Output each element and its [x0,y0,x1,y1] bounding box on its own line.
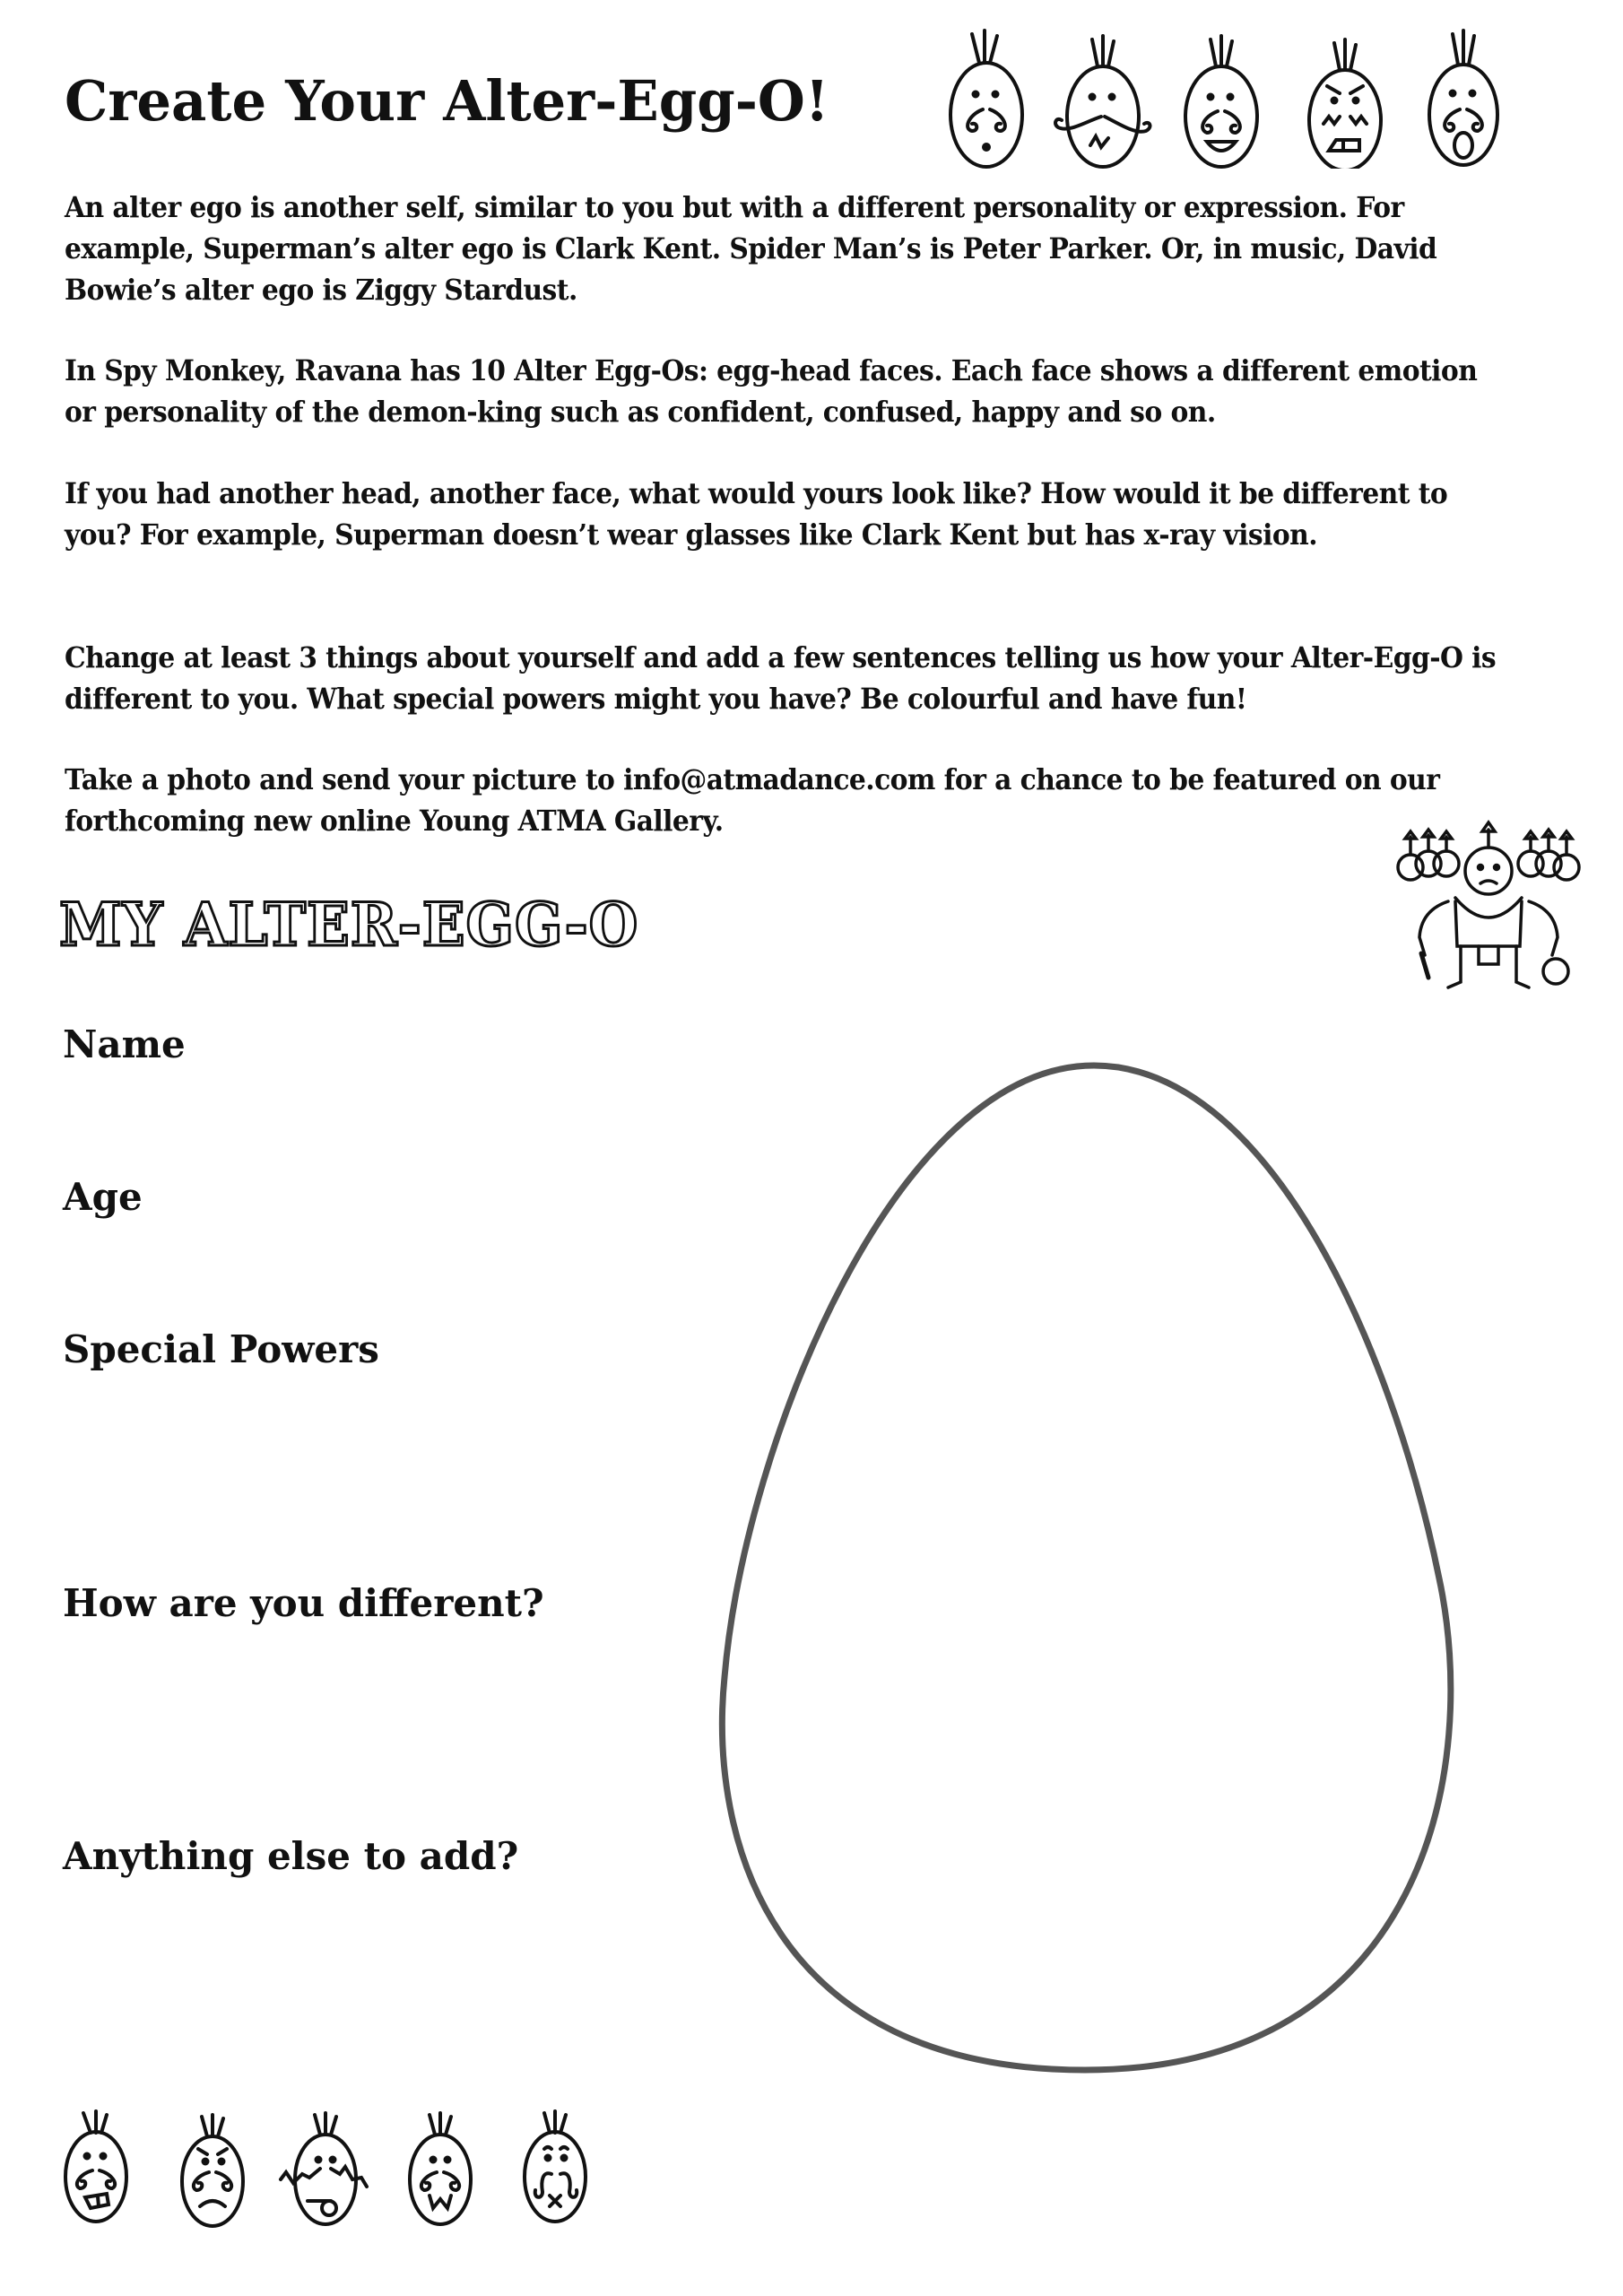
intro-paragraph: Take a photo and send your picture to info@atmadance.com for a chance to be featured on our forthcoming new online Young ATMA Gallery. [65,762,1440,838]
page-title: Create Your Alter-Egg-O! [65,68,829,134]
egg-outline-icon[interactable] [708,1049,1471,2090]
name-field-label: Name [63,1022,186,1066]
section-heading: MY ALTER-EGG-O [59,890,639,960]
anything-else-field-label: Anything else to add? [63,1834,519,1878]
shocked-face-icon [1429,30,1497,165]
egg-drawing-area[interactable] [722,1065,1450,2070]
intro-paragraph: In Spy Monkey, Ravana has 10 Alter Egg-Os: egg-head faces. Each face shows a different emotion or personality of the demon-king such as confident, confused, happy and so on. [65,353,1478,429]
age-field-label: Age [63,1175,143,1219]
frowning-face-icon [182,2115,243,2226]
buck-teeth-face-icon [65,2111,126,2222]
bottom-face-row [49,2074,641,2231]
intro-paragraph: Change at least 3 things about yourself and add a few sentences telling us how your Alter-Egg-O is different to you. What special powers might you have? Be colourful and have fun! [65,640,1497,716]
top-face-row [933,16,1524,169]
curly-mustache-face-icon [950,30,1022,167]
w-mouth-face-icon [410,2113,471,2224]
angry-face-icon [1309,39,1381,169]
smiling-face-icon [1185,36,1257,167]
tongue-out-face-icon [281,2113,367,2224]
long-mustache-face-icon [1055,36,1150,167]
intro-paragraph: If you had another head, another face, what would yours look like? How would it be different to you? For example, Superman doesn’t wear glasses like Clark Kent but has x-ray vision. [65,476,1448,552]
x-mouth-face-icon [525,2111,586,2222]
ravana-ten-heads-icon [1385,812,1592,1000]
special-powers-field-label: Special Powers [63,1327,379,1371]
how-different-field-label: How are you different? [63,1581,544,1625]
intro-paragraph: An alter ego is another self, similar to you but with a different personality or expression. For example, Superman’s alter ego is Clark Kent. Spider Man’s is Peter Parker. Or, in music, David Bowie’s alter ego is Ziggy Stardust. [65,190,1437,307]
